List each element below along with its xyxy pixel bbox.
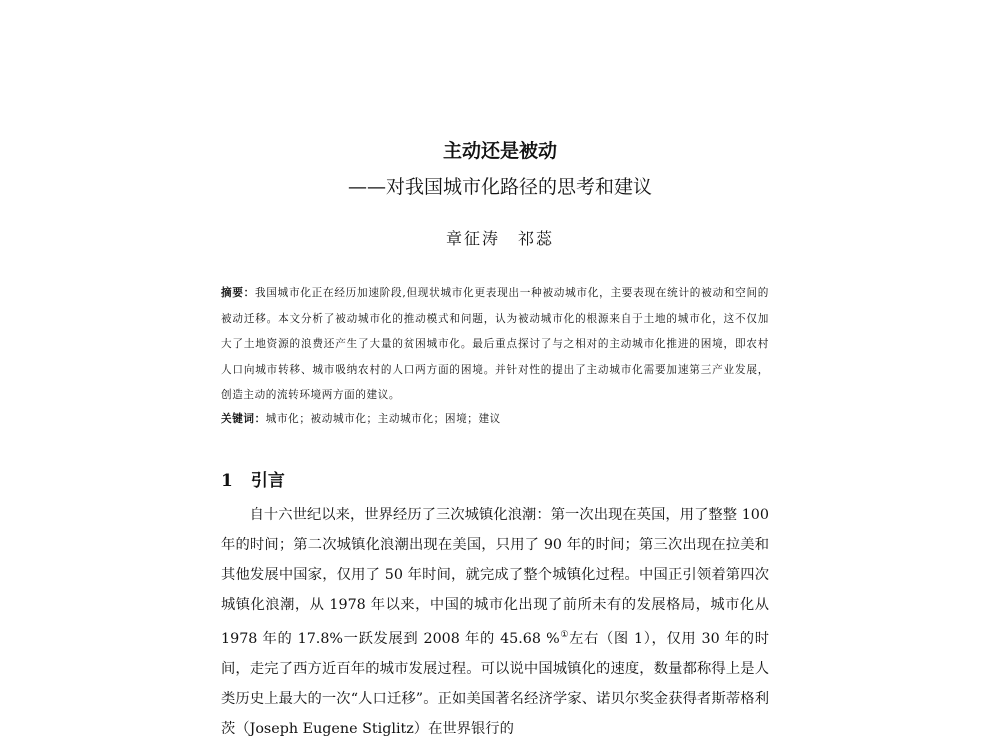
keywords — [221, 411, 769, 426]
section-title: 引言 — [250, 471, 285, 491]
authors: 章征涛 祁蕊 — [445, 229, 554, 248]
keywords-label: 关键词： — [221, 413, 266, 425]
body-text-1: 自十六世纪以来，世界经历了三次城镇化浪潮：第一次出现在英国，用了整整 100 年的时间；第二次城镇化浪潮出现在美国，只用了 90 年的时间；第三次出现在拉美和其他发展中国家，仅用了 50 年时间，就完成了整个城镇化过程。中国正引领着第四次城镇化浪潮，从 1978 年以来，中国的城市化出现了前所未有的发展格局，城市化从 1978 年的 17.8%一跃发展到 2008 年的 45.68 % — [221, 507, 769, 647]
section-number: 1 — [221, 471, 233, 491]
paper-subtitle: ——对我国城市化路径的思考和建议 — [347, 176, 652, 198]
paper-title: 主动还是被动 — [442, 140, 557, 162]
footnote-marker[interactable]: ① — [559, 630, 570, 640]
body-paragraph — [221, 500, 769, 744]
abstract-text: 我国城市化正在经历加速阶段,但现状城市化更表现出一种被动城市化，主要表现在统计的被动和空间的被动迁移。本文分析了被动城市化的推动模式和问题，认为被动城市化的根源来自于土地的城市化，这不仅加大了土地资源的浪费还产生了大量的贫困城市化。最后重点探讨了与之相对的主动城市化推进的困境，即农村人口向城市转移、城市吸纳农村的人口两方面的困境。并针对性的提出了主动城市化需要加速第三产业发展，创造主动的流转环境两方面的建议。 — [221, 287, 769, 402]
keywords-text: 城市化；被动城市化；主动城市化；困境；建议 — [265, 413, 501, 425]
body-text-2: 左右（图 1），仅用 30 年的时间，走完了西方近百年的城市发展过程。可以说中国城镇化的速度，数量都称得上是人类历史上最大的一次“人口迁移”。正如美国著名经济学家、诺贝尔奖金获得者斯蒂格利茨（Joseph Eugene Stiglitz）在世界银行的 — [221, 630, 769, 737]
section-heading — [221, 466, 303, 491]
abstract-label: 摘要： — [221, 287, 256, 299]
abstract — [221, 281, 769, 409]
